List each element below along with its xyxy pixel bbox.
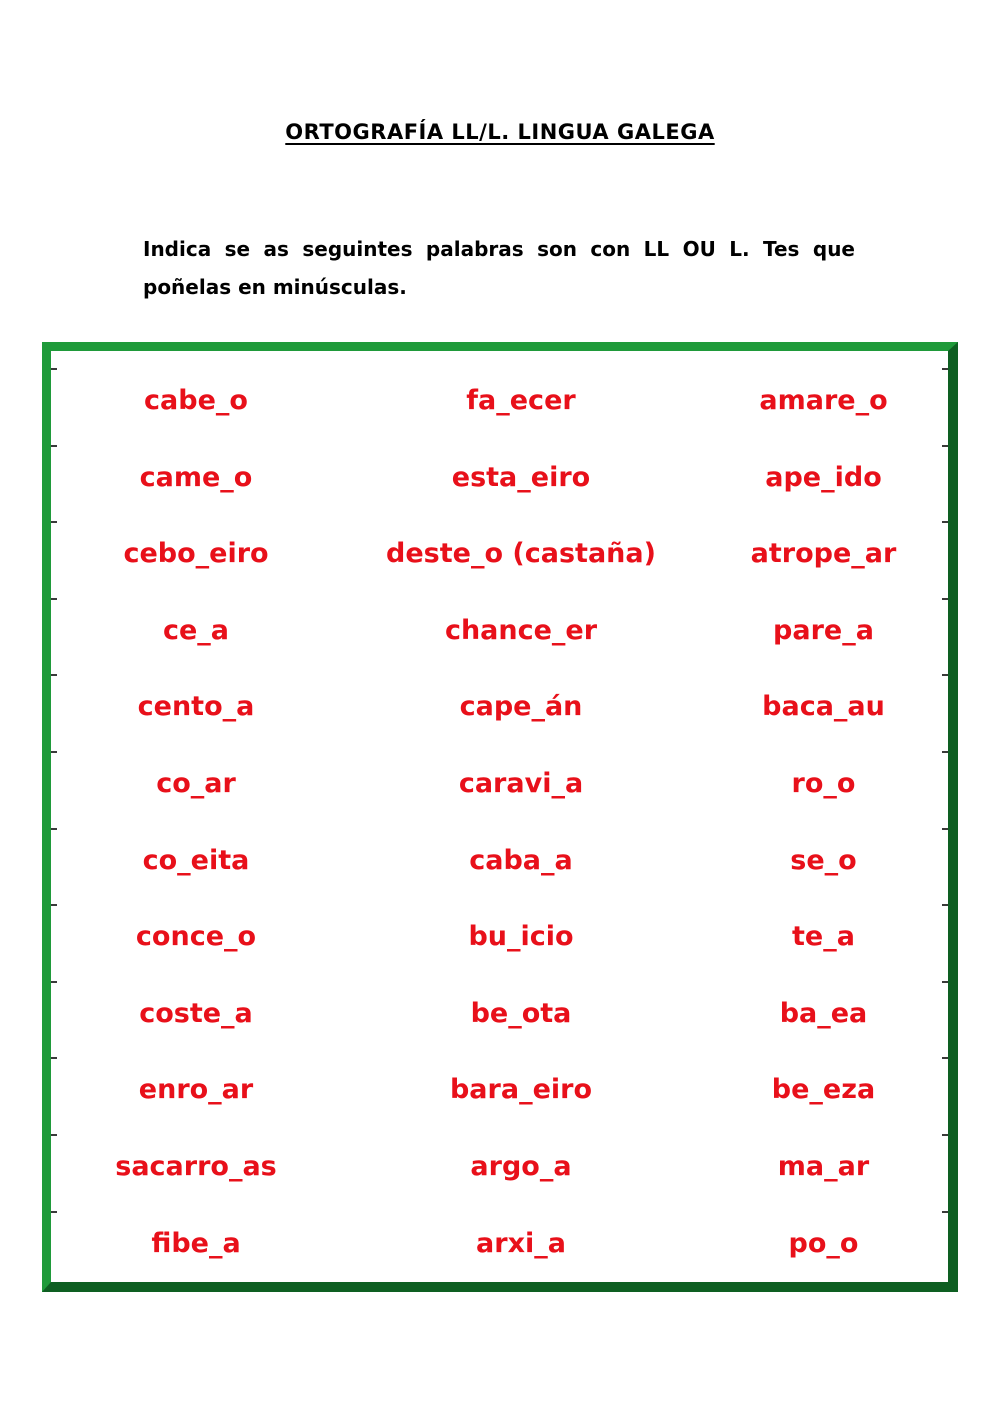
word-cell: ba_ea	[779, 997, 868, 1029]
word-cell: baca_au	[762, 691, 885, 723]
word-cell: conce_o	[135, 921, 257, 953]
word-cell: te_a	[792, 921, 855, 953]
word-row	[51, 363, 948, 440]
word-cell: be_eza	[771, 1074, 876, 1106]
word-cell: bu_icio	[468, 921, 574, 953]
word-row	[51, 976, 948, 1053]
word-row	[51, 1052, 948, 1129]
word-cell: coste_a	[139, 997, 253, 1029]
word-cell: enro_ar	[138, 1074, 254, 1106]
word-row	[51, 1206, 948, 1283]
word-cell: ce_a	[162, 614, 230, 646]
word-cell: argo_a	[470, 1150, 572, 1182]
word-cell: caravi_a	[458, 767, 584, 799]
worksheet-title	[0, 120, 1000, 144]
word-row	[51, 669, 948, 746]
word-cell: atrope_ar	[750, 538, 897, 570]
word-cell: caba_a	[469, 844, 573, 876]
word-cell: po_o	[788, 1227, 859, 1259]
word-cell: chance_er	[444, 614, 598, 646]
word-grid	[51, 363, 948, 1282]
instructions-text: Indica se as seguintes palabras son con LL OU L. Tes que poñelas en minúsculas.	[143, 237, 855, 299]
word-cell: ro_o	[791, 767, 856, 799]
word-row	[51, 746, 948, 823]
word-row	[51, 899, 948, 976]
word-cell: ape_ido	[765, 461, 882, 493]
word-row	[51, 823, 948, 900]
word-cell: pare_a	[773, 614, 874, 646]
word-cell: came_o	[139, 461, 253, 493]
word-cell: be_ota	[470, 997, 572, 1029]
word-cell: ma_ar	[777, 1150, 870, 1182]
title-text: ORTOGRAFÍA LL/L. LINGUA GALEGA	[285, 120, 715, 144]
word-cell: esta_eiro	[451, 461, 591, 493]
word-cell: cento_a	[137, 691, 255, 723]
word-cell: bara_eiro	[449, 1074, 592, 1106]
word-cell: se_o	[790, 844, 857, 876]
word-cell: cebo_eiro	[123, 538, 269, 570]
word-cell: cape_án	[459, 691, 583, 723]
word-row	[51, 516, 948, 593]
word-cell: cabe_o	[144, 385, 248, 416]
word-row	[51, 593, 948, 670]
word-cell: co_ar	[156, 767, 236, 799]
word-cell: amare_o	[759, 385, 888, 416]
word-table-frame	[42, 342, 958, 1292]
word-cell: deste_o (castaña)	[386, 538, 656, 570]
word-cell: co_eita	[142, 844, 250, 876]
word-cell: arxi_a	[476, 1227, 566, 1259]
word-cell: sacarro_as	[115, 1150, 277, 1182]
word-cell: fa_ecer	[466, 385, 576, 416]
word-row	[51, 440, 948, 517]
word-row	[51, 1129, 948, 1206]
word-cell: fibe_a	[151, 1227, 241, 1259]
